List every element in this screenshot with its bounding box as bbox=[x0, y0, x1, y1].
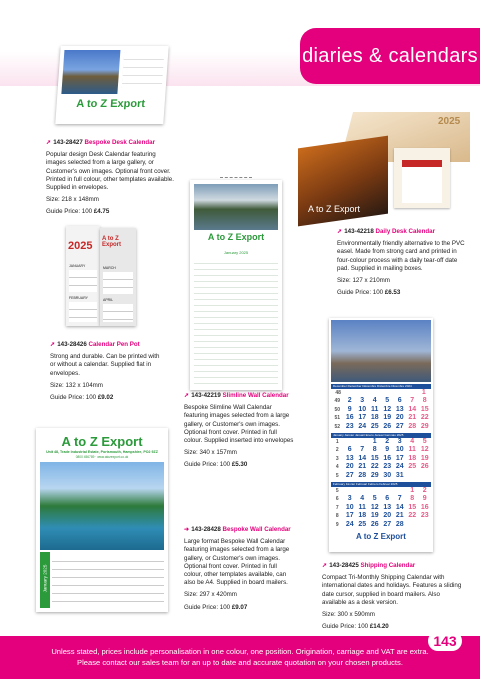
shipping-month-header: December Dezember Décembre Diciembre Dicembre 2024 bbox=[331, 384, 431, 389]
day-number bbox=[388, 389, 402, 397]
day-number: 16 bbox=[420, 503, 429, 511]
day-number bbox=[374, 389, 388, 397]
price-label: Guide Price: 100 bbox=[337, 289, 384, 297]
shipping-week-row bbox=[331, 512, 431, 520]
arrow-icon: ➚ bbox=[46, 139, 52, 146]
day-number: 21 bbox=[358, 463, 367, 471]
desk-calendar-image bbox=[52, 46, 170, 126]
day-number bbox=[419, 472, 432, 480]
day-number: 9 bbox=[385, 446, 390, 454]
price-value: £14.20 bbox=[369, 623, 389, 631]
day-number: 5 bbox=[422, 438, 427, 446]
week-number: 5 bbox=[335, 472, 339, 479]
product-size: Size: 340 x 157mm bbox=[184, 449, 237, 457]
footer-line-1: Unless stated, prices include personalisation in one colour, one position. Origination, carriage and VAT are extra. bbox=[51, 647, 429, 656]
day-number: 12 bbox=[383, 405, 392, 413]
product-price bbox=[46, 208, 176, 216]
day-number: 14 bbox=[358, 454, 367, 462]
product-description: Popular design Desk Calendar featuring images selected from a large gallery, or Customer's own images. Optional front cover. Printed in full colour, other templates available. Supplied in envelopes. bbox=[46, 151, 174, 192]
price-value: £6.53 bbox=[384, 289, 401, 297]
day-number: 11 bbox=[371, 405, 379, 413]
shipping-week-row bbox=[331, 406, 431, 414]
day-number: 11 bbox=[358, 503, 366, 511]
slimline-brand: A to Z Export bbox=[207, 232, 265, 242]
day-number: 7 bbox=[360, 446, 365, 454]
week-number: 9 bbox=[335, 521, 339, 528]
day-number: 14 bbox=[408, 405, 417, 413]
slimline-calendar-image bbox=[190, 180, 282, 390]
day-number: 16 bbox=[345, 414, 354, 422]
wall-calendar-block bbox=[184, 526, 294, 612]
week-number: 52 bbox=[334, 423, 341, 430]
product-description: Bespoke Slimline Wall Calendar featuring images selected from a large gallery, or Customer's own images. Optional front cover. Printed in full colour. Supplied inserted into envelopes bbox=[184, 404, 294, 445]
shipping-heading bbox=[322, 562, 462, 570]
day-number: 19 bbox=[383, 414, 392, 422]
price-label: Guide Price: 100 bbox=[322, 623, 369, 631]
day-number: 20 bbox=[383, 512, 392, 520]
pen-pot-month: MARCH bbox=[103, 266, 116, 270]
day-number: 23 bbox=[420, 512, 429, 520]
wall-calendar-heading bbox=[184, 526, 294, 534]
day-number: 5 bbox=[372, 495, 377, 503]
day-number bbox=[369, 487, 382, 495]
desk-calendar-block bbox=[46, 139, 176, 217]
product-size: Size: 297 x 420mm bbox=[184, 591, 237, 599]
slimline-month: January 2025 bbox=[223, 250, 249, 255]
day-number: 4 bbox=[410, 438, 415, 446]
wall-calendar-address: Unit 48, Trade Industrial Estate, Portsmouth, Hampshire, PO2 9ZZ bbox=[46, 450, 158, 454]
day-number: 18 bbox=[358, 512, 367, 520]
shipping-week-row bbox=[331, 521, 431, 529]
product-price bbox=[50, 394, 160, 402]
product-description: Compact Tri-Monthly Shipping Calendar with international dates and holidays. Features a sliding date cursor, supplied in board mailers. Also available as a desk version. bbox=[322, 574, 462, 606]
day-number: 11 bbox=[408, 446, 416, 454]
shipping-calendar-image bbox=[329, 318, 433, 552]
product-size: Size: 127 x 210mm bbox=[337, 277, 390, 285]
shipping-month-header: February Février Februari Febrero Februar 2025 bbox=[331, 482, 431, 487]
daily-calendar-block bbox=[337, 228, 467, 297]
day-number: 26 bbox=[383, 422, 392, 430]
daily-calendar-year: 2025 bbox=[438, 116, 461, 127]
shipping-week-row bbox=[331, 414, 431, 422]
day-number bbox=[419, 521, 432, 529]
shipping-week-row bbox=[331, 389, 431, 397]
day-number bbox=[402, 389, 416, 397]
price-value: £4.75 bbox=[93, 208, 110, 216]
shipping-week-row bbox=[331, 504, 431, 512]
week-number: 7 bbox=[335, 504, 339, 511]
page-number: 143 bbox=[428, 631, 462, 651]
arrow-icon: ➚ bbox=[184, 392, 190, 399]
day-number: 8 bbox=[410, 495, 415, 503]
product-size: Size: 132 x 104mm bbox=[50, 381, 103, 389]
day-number: 16 bbox=[383, 454, 392, 462]
day-number: 5 bbox=[385, 397, 390, 405]
day-number bbox=[344, 438, 357, 446]
desk-calendar-heading bbox=[46, 139, 176, 147]
day-number: 28 bbox=[408, 422, 417, 430]
day-number: 23 bbox=[383, 463, 392, 471]
day-number: 10 bbox=[358, 405, 367, 413]
day-number: 2 bbox=[347, 397, 352, 405]
shipping-week-row bbox=[331, 446, 431, 454]
arrow-left-icon: ➜ bbox=[184, 526, 190, 533]
day-number: 13 bbox=[345, 454, 354, 462]
footer-line-2: Please contact our sales team for an up to date and accurate quotation on your chosen products. bbox=[77, 658, 403, 667]
day-number: 19 bbox=[420, 454, 429, 462]
day-number: 6 bbox=[397, 397, 402, 405]
pen-pot-brand: A to Z Export bbox=[102, 236, 122, 248]
product-price bbox=[184, 461, 294, 469]
shipping-month bbox=[331, 482, 431, 529]
price-label: Guide Price: 100 bbox=[46, 208, 93, 216]
shipping-month-header: January Janvier Januari Enero Januar Gennaio 2025 bbox=[331, 433, 431, 438]
day-number: 27 bbox=[345, 471, 354, 479]
shipping-months bbox=[331, 384, 431, 531]
price-value: £5.30 bbox=[231, 461, 248, 469]
week-number: 51 bbox=[334, 415, 341, 422]
arrow-icon: ➚ bbox=[50, 341, 56, 348]
daily-calendar-image bbox=[298, 112, 478, 222]
product-code: 143-28426 bbox=[57, 341, 87, 348]
day-number: 18 bbox=[370, 414, 379, 422]
day-number bbox=[381, 487, 394, 495]
wall-calendar-phone: 0800 456789 · www.atozexport.co.uk bbox=[75, 455, 129, 459]
day-number: 28 bbox=[358, 471, 367, 479]
day-number: 9 bbox=[422, 495, 427, 503]
day-number: 14 bbox=[395, 503, 404, 511]
product-name: Shipping Calendar bbox=[360, 562, 416, 569]
day-number: 22 bbox=[420, 414, 429, 422]
day-number: 7 bbox=[410, 397, 415, 405]
product-size: Size: 218 x 148mm bbox=[46, 196, 99, 204]
day-number: 4 bbox=[372, 397, 377, 405]
day-number: 15 bbox=[420, 405, 429, 413]
day-number: 22 bbox=[408, 512, 417, 520]
day-number: 28 bbox=[395, 520, 404, 528]
product-description: Strong and durable. Can be printed with or without a calendar. Supplied flat in envelopes. bbox=[50, 353, 160, 377]
day-number: 25 bbox=[408, 463, 417, 471]
pen-pot-month: JANUARY bbox=[69, 264, 86, 268]
day-number: 2 bbox=[422, 487, 427, 495]
week-number: 48 bbox=[335, 390, 341, 396]
day-number: 20 bbox=[345, 463, 354, 471]
product-name: Calendar Pen Pot bbox=[88, 341, 140, 348]
week-number: 3 bbox=[335, 455, 339, 462]
day-number: 24 bbox=[345, 520, 354, 528]
shipping-week-row bbox=[331, 472, 431, 480]
product-name: Slimline Wall Calendar bbox=[222, 392, 289, 399]
day-number: 13 bbox=[395, 405, 404, 413]
day-number: 26 bbox=[370, 520, 379, 528]
slimline-block bbox=[184, 392, 294, 470]
day-number bbox=[344, 487, 357, 495]
product-code: 143-28425 bbox=[329, 562, 359, 569]
day-number: 1 bbox=[372, 438, 377, 446]
day-number: 2 bbox=[385, 438, 390, 446]
shipping-month bbox=[331, 433, 431, 480]
day-number: 25 bbox=[358, 520, 367, 528]
day-number: 27 bbox=[383, 520, 392, 528]
day-number: 15 bbox=[408, 503, 417, 511]
day-number: 3 bbox=[347, 495, 352, 503]
wall-calendar-side-label: January 2025 bbox=[42, 564, 48, 593]
day-number: 17 bbox=[395, 454, 404, 462]
shipping-week-row bbox=[331, 495, 431, 503]
day-number: 8 bbox=[422, 397, 427, 405]
product-description: Environmentally friendly alternative to the PVC easel. Made from strong card and printed in four-colour process with a daily tear-off date pad. Supplied in mailing boxes. bbox=[337, 240, 465, 272]
pen-pot-image bbox=[58, 226, 138, 331]
price-label: Guide Price: 100 bbox=[50, 394, 97, 402]
day-number bbox=[345, 389, 359, 397]
day-number: 7 bbox=[397, 495, 402, 503]
price-label: Guide Price: 100 bbox=[184, 461, 231, 469]
week-number: 1 bbox=[335, 439, 339, 446]
day-number: 17 bbox=[358, 414, 367, 422]
day-number: 12 bbox=[420, 446, 429, 454]
product-code: 143-28428 bbox=[191, 526, 221, 533]
pen-pot-block bbox=[50, 341, 160, 402]
footer-note bbox=[20, 646, 460, 668]
day-number: 6 bbox=[385, 495, 390, 503]
day-number: 12 bbox=[370, 503, 379, 511]
day-number: 26 bbox=[420, 463, 429, 471]
price-value: £9.07 bbox=[231, 603, 248, 611]
pen-pot-year: 2025 bbox=[68, 240, 93, 252]
day-number bbox=[356, 487, 369, 495]
day-number bbox=[394, 487, 407, 495]
day-number: 10 bbox=[345, 503, 354, 511]
day-number bbox=[406, 521, 419, 529]
product-price bbox=[337, 289, 467, 297]
day-number: 1 bbox=[421, 389, 426, 396]
shipping-month bbox=[331, 384, 431, 431]
slimline-heading bbox=[184, 392, 294, 400]
day-number: 29 bbox=[420, 422, 429, 430]
product-price bbox=[184, 604, 294, 612]
day-number: 21 bbox=[408, 414, 417, 422]
day-number: 8 bbox=[372, 446, 377, 454]
day-number bbox=[356, 438, 369, 446]
section-title: diaries & calendars bbox=[302, 45, 478, 67]
product-code: 143-42218 bbox=[344, 228, 374, 235]
day-number: 19 bbox=[370, 512, 379, 520]
product-name: Bespoke Wall Calendar bbox=[222, 526, 291, 533]
pen-pot-heading bbox=[50, 341, 160, 349]
day-number: 30 bbox=[383, 471, 392, 479]
day-number: 15 bbox=[370, 454, 379, 462]
day-number: 20 bbox=[395, 414, 404, 422]
daily-calendar-brand: A to Z Export bbox=[308, 204, 361, 214]
wall-calendar-brand: A to Z Export bbox=[61, 434, 143, 449]
pen-pot-month: APRIL bbox=[103, 298, 114, 302]
week-number: 5 bbox=[335, 488, 339, 495]
product-size: Size: 300 x 590mm bbox=[322, 611, 375, 619]
day-number: 9 bbox=[347, 405, 352, 413]
day-number: 31 bbox=[395, 471, 404, 479]
day-number: 24 bbox=[358, 422, 367, 430]
day-number: 22 bbox=[370, 463, 379, 471]
arrow-icon: ➚ bbox=[322, 562, 328, 569]
day-number: 10 bbox=[395, 446, 404, 454]
shipping-week-row bbox=[331, 463, 431, 471]
shipping-block bbox=[322, 562, 462, 631]
product-description: Large format Bespoke Wall Calendar featuring images selected from a large gallery, or Customer's own images. Optional front cover. Printed in full colour, other templates available, can also be A4. Supplied in board mailers. bbox=[184, 538, 290, 587]
product-name: Bespoke Desk Calendar bbox=[84, 139, 156, 146]
product-code: 143-42219 bbox=[191, 392, 221, 399]
day-number: 24 bbox=[395, 463, 404, 471]
shipping-week-row bbox=[331, 397, 431, 405]
shipping-week-row bbox=[331, 423, 431, 431]
day-number: 27 bbox=[395, 422, 404, 430]
week-number: 4 bbox=[335, 464, 339, 471]
desk-calendar-brand: A to Z Export bbox=[75, 98, 146, 110]
day-number: 21 bbox=[395, 512, 404, 520]
day-number: 4 bbox=[360, 495, 365, 503]
day-number: 25 bbox=[370, 422, 379, 430]
week-number: 49 bbox=[334, 398, 341, 405]
day-number: 17 bbox=[345, 512, 354, 520]
day-number: 18 bbox=[408, 454, 417, 462]
daily-calendar-heading bbox=[337, 228, 467, 236]
day-number: 29 bbox=[370, 471, 379, 479]
product-code: 143-28427 bbox=[53, 139, 83, 146]
week-number: 50 bbox=[334, 406, 341, 413]
day-number: 6 bbox=[347, 446, 352, 454]
pen-pot-month: FEBRUARY bbox=[69, 296, 88, 300]
day-number bbox=[360, 389, 374, 397]
day-number bbox=[406, 472, 419, 480]
price-value: £9.02 bbox=[97, 394, 114, 402]
shipping-week-row bbox=[331, 487, 431, 495]
shipping-week-row bbox=[331, 455, 431, 463]
day-number: 3 bbox=[397, 438, 402, 446]
day-number: 23 bbox=[345, 422, 354, 430]
week-number: 2 bbox=[335, 447, 339, 454]
week-number: 6 bbox=[335, 496, 339, 503]
day-number: 13 bbox=[383, 503, 392, 511]
day-number: 1 bbox=[410, 487, 415, 495]
product-name: Daily Desk Calendar bbox=[375, 228, 436, 235]
shipping-brand: A to Z Export bbox=[356, 532, 406, 541]
price-label: Guide Price: 100 bbox=[184, 603, 231, 611]
wall-calendar-image bbox=[36, 428, 168, 612]
shipping-week-row bbox=[331, 438, 431, 446]
arrow-icon: ➚ bbox=[337, 228, 343, 235]
day-number: 3 bbox=[360, 397, 365, 405]
week-number: 8 bbox=[335, 513, 339, 520]
